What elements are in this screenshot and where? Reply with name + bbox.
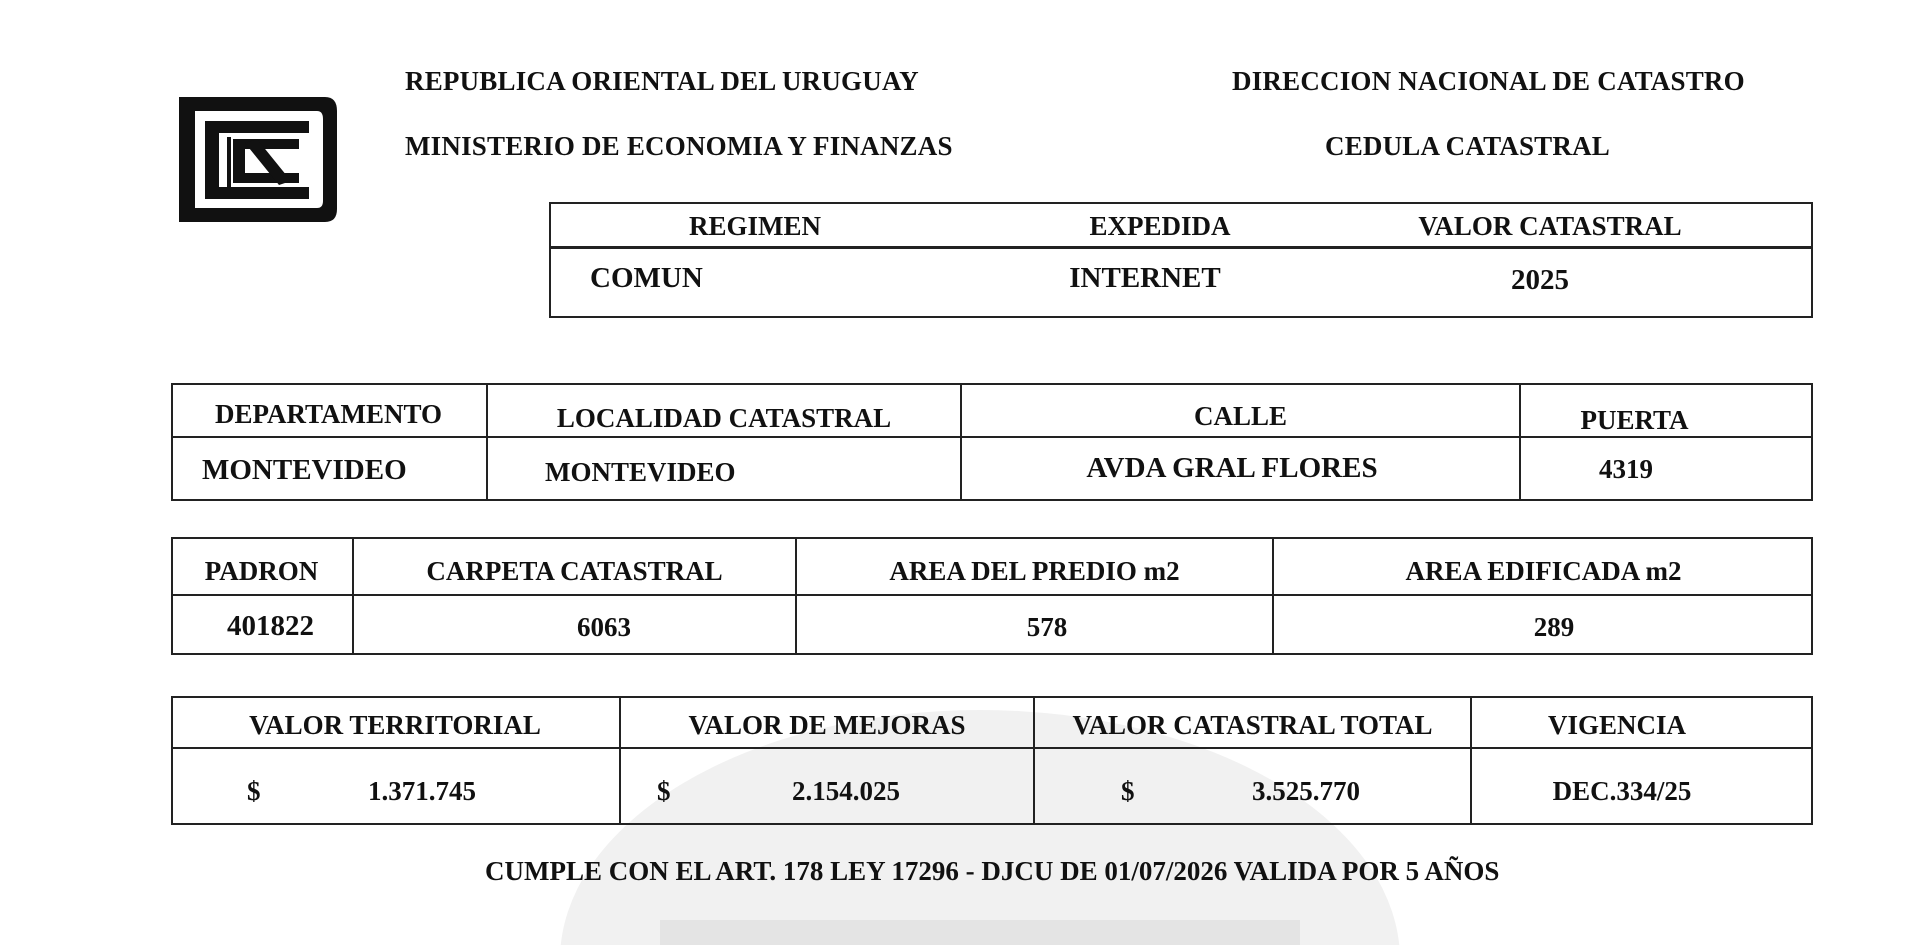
padron-value: 401822: [227, 610, 314, 642]
valor-catastral-header: VALOR CATASTRAL: [1418, 211, 1682, 241]
padron-header: PADRON: [204, 556, 319, 586]
valor-territorial-header: VALOR TERRITORIAL: [249, 710, 541, 740]
calle-value: AVDA GRAL FLORES: [1086, 452, 1378, 484]
valor-catastral-total-header: VALOR CATASTRAL TOTAL: [1072, 710, 1433, 740]
country-name: REPUBLICA ORIENTAL DEL URUGUAY: [405, 66, 919, 96]
departamento-header: DEPARTAMENTO: [214, 399, 443, 429]
area-predio-header: AREA DEL PREDIO m2: [889, 556, 1180, 586]
calle-header: CALLE: [1193, 401, 1288, 431]
catastro-logo-icon: [175, 93, 341, 226]
valor-mejoras-value: 2.154.025: [792, 776, 900, 806]
vigencia-header: VIGENCIA: [1547, 710, 1687, 740]
expedida-header: EXPEDIDA: [1089, 211, 1231, 241]
valor-catastral-year: 2025: [1511, 264, 1569, 296]
regimen-value: COMUN: [590, 262, 703, 294]
valor-catastral-total-value: 3.525.770: [1252, 776, 1360, 806]
puerta-value: 4319: [1599, 454, 1653, 484]
currency-symbol: $: [657, 776, 671, 806]
area-edificada-value: 289: [1533, 612, 1575, 642]
carpeta-header: CARPETA CATASTRAL: [426, 556, 723, 586]
localidad-header: LOCALIDAD CATASTRAL: [556, 403, 892, 433]
puerta-header: PUERTA: [1580, 405, 1689, 435]
area-edificada-header: AREA EDIFICADA m2: [1405, 556, 1682, 586]
compliance-note: CUMPLE CON EL ART. 178 LEY 17296 - DJCU DE 01/07/2026 VALIDA POR 5 AÑOS: [485, 856, 1500, 886]
vigencia-value: DEC.334/25: [1552, 776, 1692, 806]
ministry-name: MINISTERIO DE ECONOMIA Y FINANZAS: [405, 131, 953, 161]
currency-symbol: $: [247, 776, 261, 806]
currency-symbol: $: [1121, 776, 1135, 806]
document-title: CEDULA CATASTRAL: [1325, 131, 1610, 161]
expedida-value: INTERNET: [1069, 262, 1221, 294]
valor-territorial-value: 1.371.745: [368, 776, 476, 806]
regimen-header: REGIMEN: [688, 211, 821, 241]
valor-mejoras-header: VALOR DE MEJORAS: [688, 710, 966, 740]
departamento-value: MONTEVIDEO: [202, 454, 407, 486]
localidad-value: MONTEVIDEO: [545, 457, 736, 487]
carpeta-value: 6063: [577, 612, 631, 642]
agency-name: DIRECCION NACIONAL DE CATASTRO: [1232, 66, 1745, 96]
area-predio-value: 578: [1026, 612, 1068, 642]
